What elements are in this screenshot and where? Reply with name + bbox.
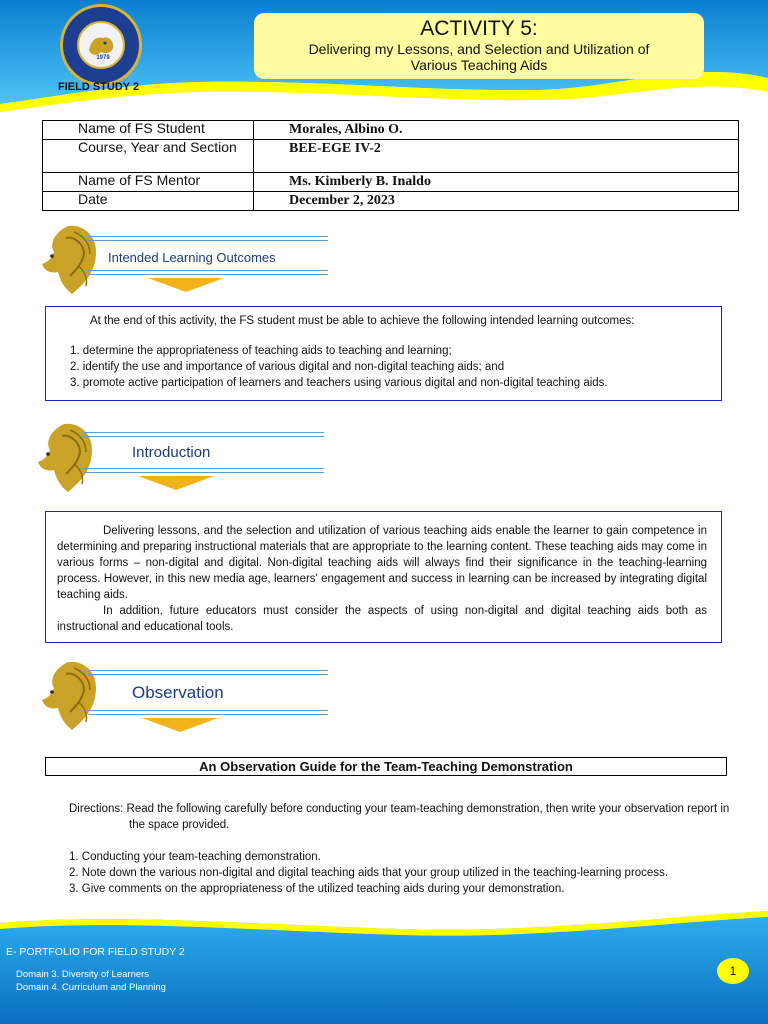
university-seal xyxy=(60,4,142,86)
table-row xyxy=(43,173,739,192)
mentor-label: Name of FS Mentor xyxy=(43,173,254,192)
activity-subtitle-line1: Delivering my Lessons, and Selection and Utilization of xyxy=(308,41,650,57)
student-name-label: Name of FS Student xyxy=(43,121,254,140)
ilo-section-header xyxy=(38,222,298,302)
activity-title-box xyxy=(254,13,704,79)
seal-year: 1979 xyxy=(96,55,110,61)
observation-step: 3. Give comments on the appropriateness of the utilized teaching aids during your demonstration. xyxy=(69,883,565,895)
introduction-box xyxy=(45,511,722,643)
footer-wave-band xyxy=(0,905,768,1024)
mentor-value: Ms. Kimberly B. Inaldo xyxy=(254,173,739,192)
program-label: FIELD STUDY 2 xyxy=(58,81,140,93)
ilo-item: 1. determine the appropriateness of teaching aids to teaching and learning; xyxy=(70,345,452,357)
observation-section-header xyxy=(38,658,298,738)
footer-domain-2: Domain 4. Curriculum and Planning xyxy=(16,982,166,993)
footer-title: E- PORTFOLIO FOR FIELD STUDY 2 xyxy=(6,946,185,958)
observation-step: 1. Conducting your team-teaching demonstration. xyxy=(69,851,321,863)
directions-line-2: the space provided. xyxy=(129,819,230,831)
student-name-value: Morales, Albino O. xyxy=(254,121,739,140)
course-label: Course, Year and Section xyxy=(43,140,254,173)
observation-title: Observation xyxy=(132,683,224,702)
introduction-paragraph-1: Delivering lessons, and the selection and utilization of various teaching aids enable the learner to gain competence in determining and preparing instructional materials that are appropriate to the learning content. These teaching aids may come in various forms – non-digital and digital. Non-digital teaching aids will always find their significance in the teaching-learning process. However, in this new media age, learners' engagement and success in learning can be increased by integrating digital teaching aids. xyxy=(57,525,707,601)
ilo-item: 2. identify the use and importance of various digital and non-digital teaching aids; and xyxy=(70,361,505,373)
lion-head-icon xyxy=(38,222,100,300)
ilo-box xyxy=(45,306,722,401)
ilo-item: 3. promote active participation of learners and teachers using various digital and non-digital teaching aids. xyxy=(70,377,608,389)
course-value: BEE-EGE IV-2 xyxy=(254,140,739,173)
ilo-title: Intended Learning Outcomes xyxy=(108,250,276,265)
date-value: December 2, 2023 xyxy=(254,192,739,211)
introduction-title: Introduction xyxy=(132,444,211,461)
table-row xyxy=(43,192,739,211)
date-label: Date xyxy=(43,192,254,211)
directions-line-1: Directions: Read the following carefully before conducting your team-teaching demonstration, then write your observation report in xyxy=(69,803,730,815)
introduction-section-header xyxy=(34,420,294,500)
footer-domain-1: Domain 3. Diversity of Learners xyxy=(16,969,150,980)
student-info-table xyxy=(42,120,739,211)
observation-step: 2. Note down the various non-digital and digital teaching aids that your group utilized in the teaching-learning process. xyxy=(69,867,669,879)
page-number-badge: 1 xyxy=(717,958,749,984)
introduction-paragraph-2: In addition, future educators must consider the aspects of using non-digital and digital teaching aids both as instructional and educational tools. xyxy=(57,605,707,633)
activity-subtitle-line2: Various Teaching Aids xyxy=(410,57,548,73)
section-arrow-icon xyxy=(148,278,224,292)
activity-title: ACTIVITY 5: xyxy=(420,17,538,40)
table-row xyxy=(43,140,739,173)
table-row xyxy=(43,121,739,140)
ilo-intro: At the end of this activity, the FS student must be able to achieve the following intended learning outcomes: xyxy=(90,315,635,327)
section-arrow-icon xyxy=(142,718,218,732)
observation-guide-title: An Observation Guide for the Team-Teaching Demonstration xyxy=(45,757,727,776)
section-arrow-icon xyxy=(138,476,214,490)
